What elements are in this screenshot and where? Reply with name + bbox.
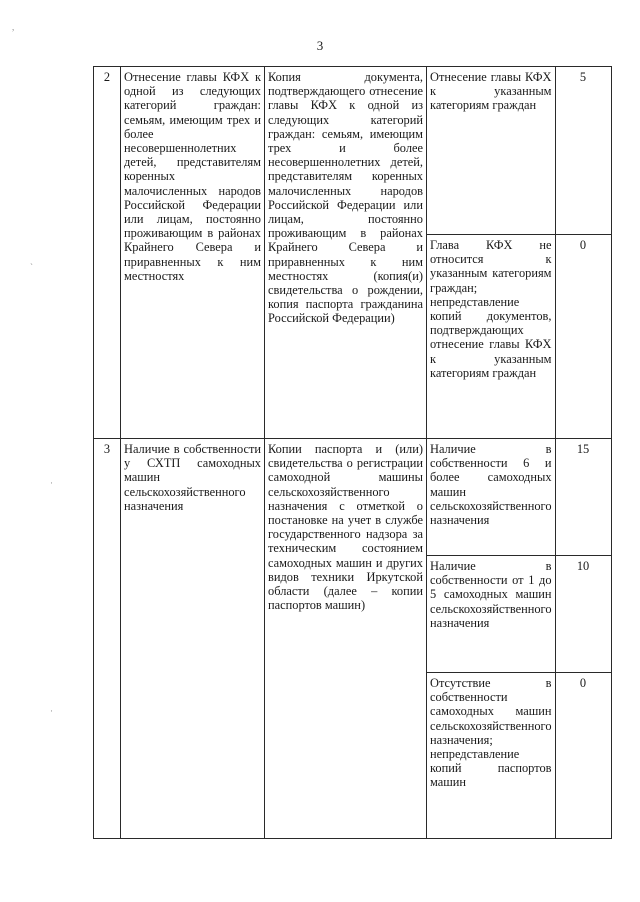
row-number: 3 xyxy=(94,439,121,839)
points-cell: 15 xyxy=(555,439,611,556)
row-number: 2 xyxy=(94,67,121,439)
points-cell: 0 xyxy=(555,235,611,439)
points-cell: 10 xyxy=(555,556,611,673)
documents-cell: Копия документа, подтверждающего отнесение главы КФХ к одной из следующих категорий граждан: семьям, имеющим трех и более несовершеннолетних детей, представителям коренных малочисленных народов Российской Федерации или лицам, постоянно проживающим в районах Крайнего Севера и приравненных к ним местностях (копия(и) свидетельства о рождении, копия паспорта гражданина Российской Федерации) xyxy=(265,67,427,439)
scan-artifact: ` xyxy=(30,262,33,272)
documents-cell: Копии паспорта и (или) свидетельства о регистрации самоходной машины сельскохозяйственного назначения с отметкой о постановке на учет в службе государственного надзора за техническим состоянием самоходных машин и других видов техники Иркутской области (далее – копии паспортов машин) xyxy=(265,439,427,839)
scan-artifact: , xyxy=(12,22,15,32)
table-row xyxy=(94,67,612,235)
points-cell: 0 xyxy=(555,673,611,839)
condition-cell: Отнесение главы КФХ к указанным категориям граждан xyxy=(427,67,556,235)
criterion-cell: Отнесение главы КФХ к одной из следующих категорий граждан: семьям, имеющим трех и более несовершеннолетних детей, представителям коренных малочисленных народов Российской Федерации или лицам, постоянно проживающим в районах Крайнего Севера и приравненных к ним местностях xyxy=(121,67,265,439)
condition-cell: Наличие в собственности от 1 до 5 самоходных машин сельскохозяйственного назначения xyxy=(427,556,556,673)
condition-cell: Отсутствие в собственности самоходных машин сельскохозяйственного назначения; непредставление копий паспортов машин xyxy=(427,673,556,839)
condition-cell: Наличие в собственности 6 и более самоходных машин сельскохозяйственного назначения xyxy=(427,439,556,556)
points-cell: 5 xyxy=(555,67,611,235)
criterion-cell: Наличие в собственности у СХТП самоходных машин сельскохозяйственного назначения xyxy=(121,439,265,839)
page-number: 3 xyxy=(316,38,324,53)
scan-artifact: · xyxy=(50,706,53,716)
condition-cell: Глава КФХ не относится к указанным категориям граждан; непредставление копий документов, подтверждающих отнесение главы КФХ к указанным категориям граждан xyxy=(427,235,556,439)
scan-artifact: · xyxy=(50,478,53,488)
criteria-table xyxy=(93,66,612,839)
table-row xyxy=(94,439,612,556)
